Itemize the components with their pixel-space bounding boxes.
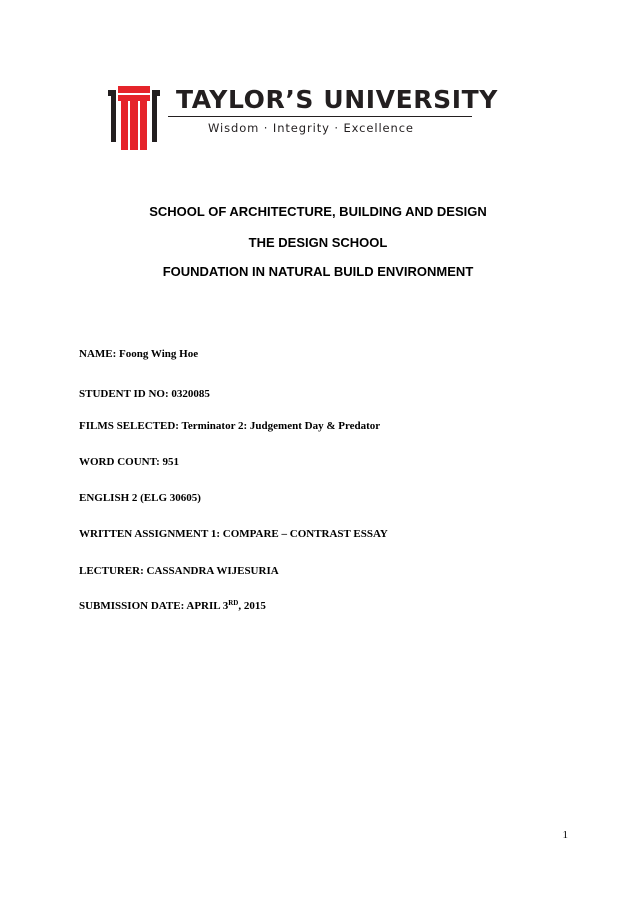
student-id: STUDENT ID NO: 0320085: [79, 388, 210, 400]
submission-date: [79, 599, 266, 613]
school-heading: SCHOOL OF ARCHITECTURE, BUILDING AND DESIGN: [149, 204, 487, 219]
submission-date-ordinal: RD: [228, 599, 239, 607]
assignment-title: WRITTEN ASSIGNMENT 1: COMPARE – CONTRAST ESSAY: [79, 528, 388, 540]
university-crest-icon: [108, 86, 160, 150]
course-name: ENGLISH 2 (ELG 30605): [79, 492, 201, 504]
page-number: 1: [562, 829, 568, 841]
lecturer-name: LECTURER: CASSANDRA WIJESURIA: [79, 565, 279, 577]
submission-date-suffix: , 2015: [238, 600, 266, 612]
programme-heading: FOUNDATION IN NATURAL BUILD ENVIRONMENT: [162, 264, 474, 279]
university-logo: [108, 85, 498, 150]
logo-tagline: Wisdom · Integrity · Excellence: [208, 121, 414, 135]
films-selected: FILMS SELECTED: Terminator 2: Judgement Day & Predator: [79, 420, 381, 432]
logo-name: TAYLOR’S UNIVERSITY: [176, 85, 498, 114]
student-name: NAME: Foong Wing Hoe: [79, 348, 199, 360]
department-heading: THE DESIGN SCHOOL: [248, 235, 388, 250]
logo-divider: [168, 116, 472, 117]
word-count: WORD COUNT: 951: [79, 456, 180, 468]
submission-date-prefix: SUBMISSION DATE: APRIL 3: [79, 600, 229, 612]
